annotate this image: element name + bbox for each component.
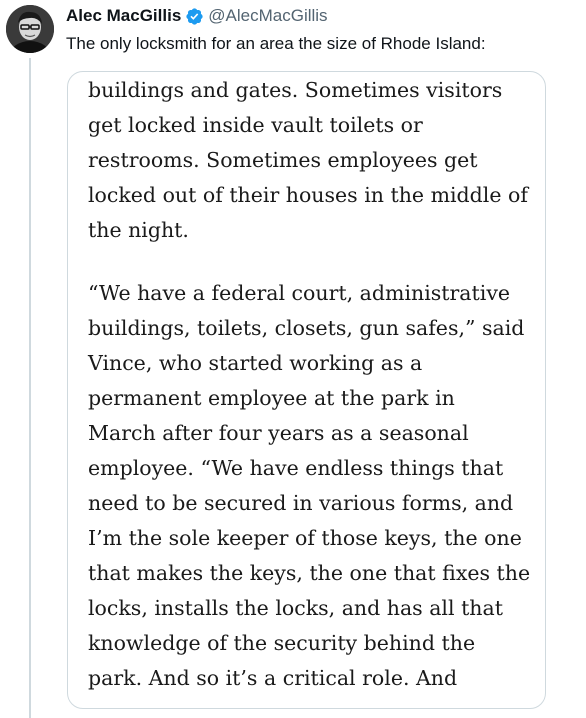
article-line: permanent employee at the park in — [88, 386, 455, 410]
verified-badge-icon — [185, 7, 204, 26]
article-line: need to be secured in various forms, and — [88, 491, 514, 515]
article-line: locked out of their houses in the middle of — [88, 183, 528, 207]
article-line: restrooms. Sometimes employees get — [88, 148, 478, 172]
article-line: get locked inside vault toilets or — [88, 113, 423, 137]
thread-line — [29, 58, 31, 718]
avatar-portrait-icon — [6, 5, 54, 53]
article-line: I’m the sole keeper of those keys, the one — [88, 526, 522, 550]
tweet-header — [66, 4, 328, 28]
article-screenshot-card[interactable] — [67, 71, 546, 709]
article-paragraph-1 — [88, 71, 538, 248]
tweet-text: The only locksmith for an area the size of Rhode Island: — [66, 34, 486, 53]
article-line: park. And so it’s a critical role. And — [88, 666, 458, 690]
article-line: locks, installs the locks, and has all that — [88, 596, 503, 620]
article-line: “We have a federal court, administrative — [88, 281, 511, 305]
article-line: Vince, who started working as a — [88, 351, 423, 375]
article-line: buildings and gates. Sometimes visitors — [88, 78, 503, 102]
article-line: employee. “We have endless things that — [88, 456, 504, 480]
article-excerpt — [88, 71, 538, 709]
author-name[interactable]: Alec MacGillis — [66, 6, 182, 25]
author-handle[interactable]: @AlecMacGillis — [208, 6, 328, 25]
article-line: that makes the keys, the one that fixes the — [88, 561, 531, 585]
article-line: March after four years as a seasonal — [88, 421, 469, 445]
article-line: knowledge of the security behind the — [88, 631, 476, 655]
avatar[interactable] — [6, 5, 54, 53]
article-line: the night. — [88, 218, 189, 242]
article-line: buildings, toilets, closets, gun safes,” said — [88, 316, 525, 340]
article-paragraph-2 — [88, 276, 538, 696]
